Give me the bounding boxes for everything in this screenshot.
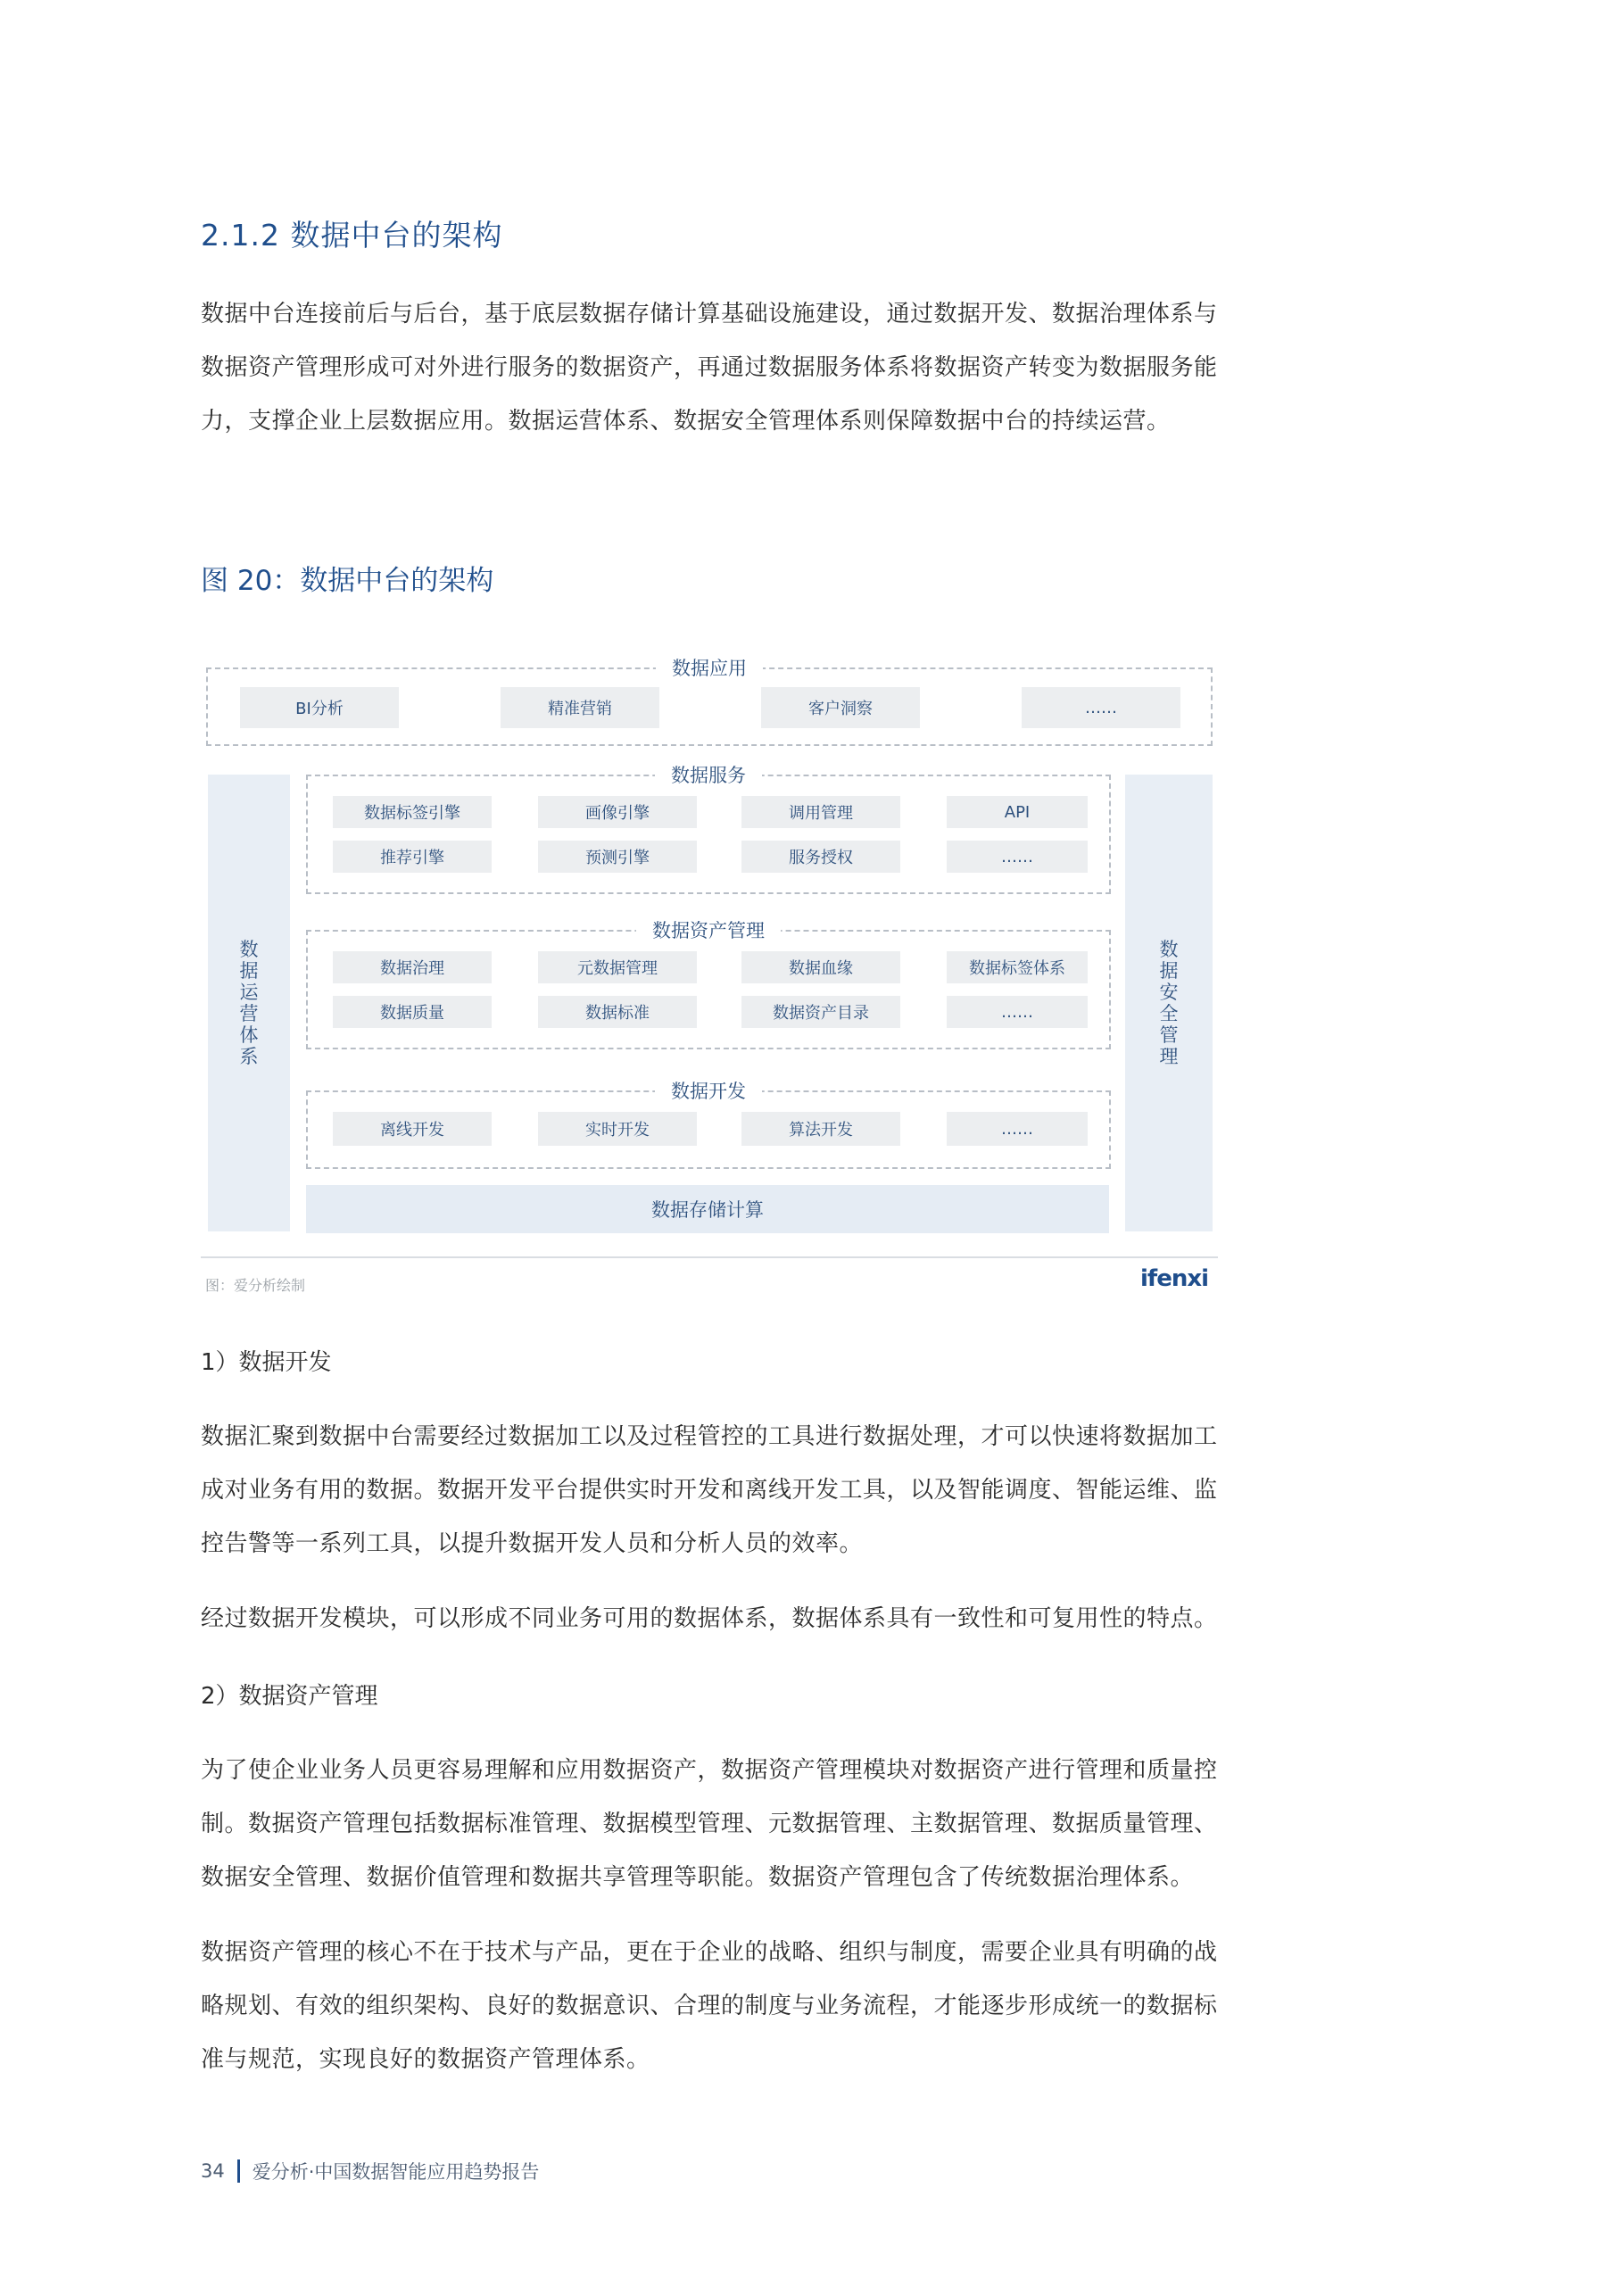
asset-item: 数据治理	[333, 951, 492, 983]
paragraph-asset-mgmt-2: 数据资产管理的核心不在于技术与产品，更在于企业的战略、组织与制度，需要企业具有明确的战略规划、有效的组织架构、良好的数据意识、合理的制度与业务流程，才能逐步形成统一的数据标准与规范，实现良好的数据资产管理体系。	[201, 1939, 1218, 2073]
ifenxi-logo	[1140, 1265, 1210, 1301]
footer-title: 爱分析·中国数据智能应用趋势报告	[252, 2161, 540, 2183]
service-item: API	[947, 796, 1088, 828]
asset-item: 数据质量	[333, 996, 492, 1028]
app-item: 客户洞察	[761, 687, 920, 728]
right-column-label: 数据安全管理	[1159, 939, 1179, 1067]
intro-paragraph: 数据中台连接前后与后台，基于底层数据存储计算基础设施建设，通过数据开发、数据治理体系与数据资产管理形成可对外进行服务的数据资产，再通过数据服务体系将数据资产转变为数据服务能力，支撑企业上层数据应用。数据运营体系、数据安全管理体系则保障数据中台的持续运营。	[201, 301, 1218, 435]
service-item: 调用管理	[741, 796, 900, 828]
subheading-asset-mgmt: 2）数据资产管理	[201, 1683, 378, 1710]
page-footer	[201, 2158, 539, 2184]
asset-item: 元数据管理	[538, 951, 697, 983]
right-column-security	[1125, 775, 1213, 1231]
section-title: 2.1.2 数据中台的架构	[201, 218, 503, 253]
service-item: ……	[947, 841, 1088, 873]
service-layer	[306, 765, 1111, 894]
left-column-label: 数据运营体系	[239, 939, 259, 1067]
app-item: 精准营销	[501, 687, 659, 728]
left-column-operations	[208, 775, 290, 1231]
paragraph-data-dev-2: 经过数据开发模块，可以形成不同业务可用的数据体系，数据体系具有一致性和可复用性的特点。	[201, 1605, 1218, 1632]
paragraph-data-dev-1: 数据汇聚到数据中台需要经过数据加工以及过程管控的工具进行数据处理，才可以快速将数据加工成对业务有用的数据。数据开发平台提供实时开发和离线开发工具，以及智能调度、智能运维、监控告警等一系列工具，以提升数据开发人员和分析人员的效率。	[201, 1423, 1218, 1557]
asset-item: ……	[947, 996, 1088, 1028]
asset-layer-title: 数据资产管理	[636, 916, 781, 943]
logo-wordmark: ifenxi	[1140, 1265, 1209, 1292]
dev-item: 实时开发	[538, 1112, 697, 1146]
service-item: 预测引擎	[538, 841, 697, 873]
app-item: BI分析	[240, 687, 399, 728]
dev-item: 离线开发	[333, 1112, 492, 1146]
service-item: 数据标签引擎	[333, 796, 492, 828]
dev-item: 算法开发	[741, 1112, 900, 1146]
asset-item: 数据标准	[538, 996, 697, 1028]
figure-source: 图：爱分析绘制	[205, 1277, 306, 1294]
architecture-diagram	[201, 642, 1218, 1285]
service-item: 服务授权	[741, 841, 900, 873]
paragraph-asset-mgmt-1: 为了使企业业务人员更容易理解和应用数据资产，数据资产管理模块对数据资产进行管理和质量控制。数据资产管理包括数据标准管理、数据模型管理、元数据管理、主数据管理、数据质量管理、数据安全管理、数据价值管理和数据共享管理等职能。数据资产管理包含了传统数据治理体系。	[201, 1757, 1218, 1891]
service-item: 推荐引擎	[333, 841, 492, 873]
figure-divider	[201, 1256, 1218, 1258]
asset-item: 数据资产目录	[741, 996, 900, 1028]
app-layer	[206, 658, 1213, 746]
storage-layer: 数据存储计算	[306, 1185, 1109, 1233]
asset-item: 数据血缘	[741, 951, 900, 983]
dev-item: ……	[947, 1112, 1088, 1146]
subheading-data-dev: 1）数据开发	[201, 1349, 332, 1376]
page-number: 34	[201, 2160, 225, 2182]
app-item: ……	[1022, 687, 1180, 728]
figure-title: 图 20：数据中台的架构	[201, 565, 494, 597]
service-item: 画像引擎	[538, 796, 697, 828]
asset-layer	[306, 920, 1111, 1049]
app-layer-title: 数据应用	[656, 654, 763, 681]
asset-item: 数据标签体系	[947, 951, 1088, 983]
footer-divider	[237, 2159, 240, 2183]
dev-layer	[306, 1081, 1111, 1169]
service-layer-title: 数据服务	[655, 761, 762, 788]
dev-layer-title: 数据开发	[655, 1077, 762, 1104]
